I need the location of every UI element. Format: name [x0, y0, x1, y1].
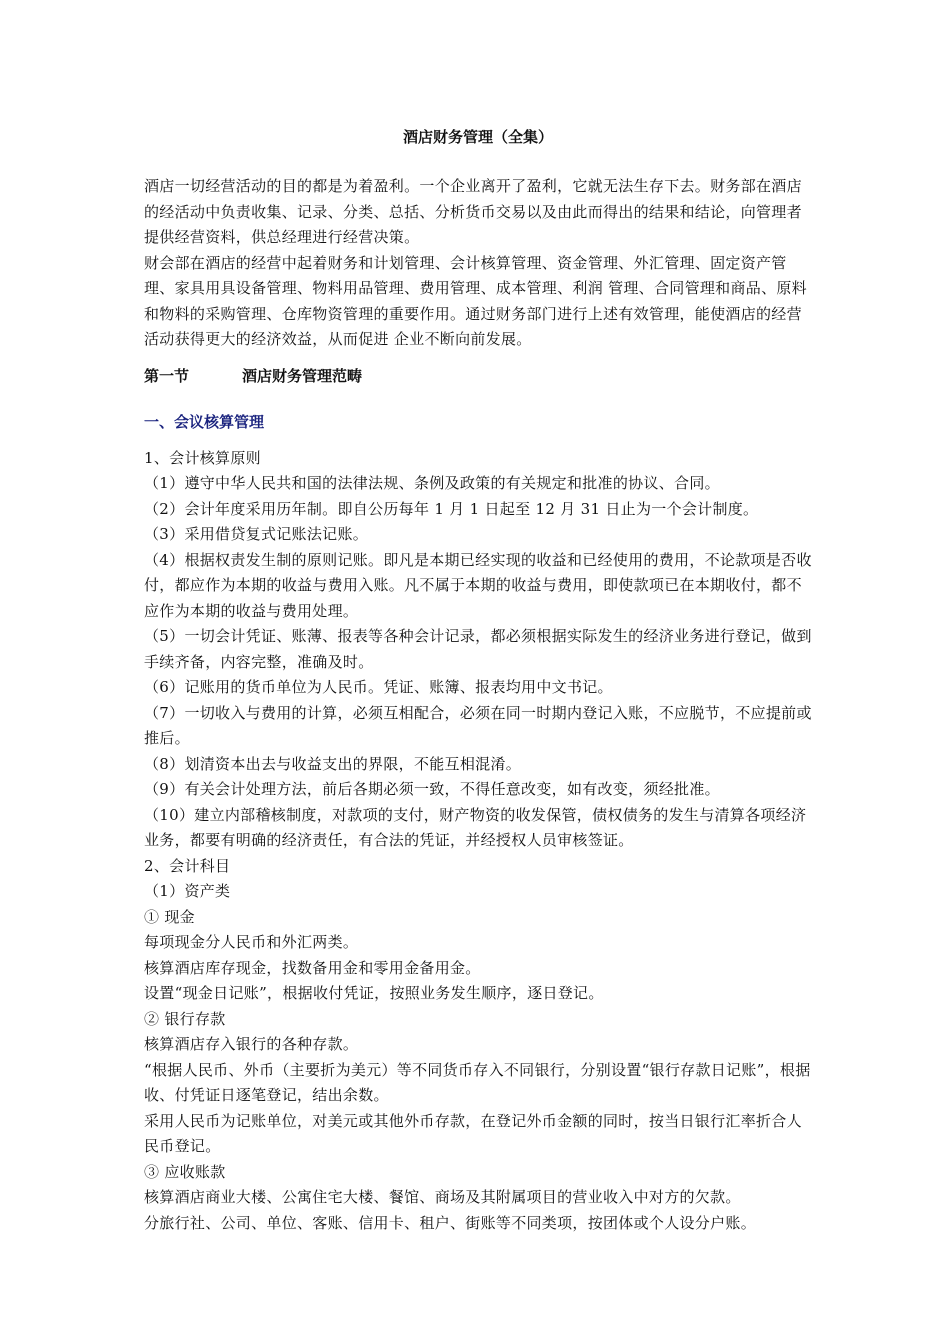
list-item: （1）资产类	[144, 882, 231, 900]
list-item: （5）一切会计凭证、账薄、报表等各种会计记录，都必须根据实际发生的经济业务进行登记，做到手续齐备，内容完整，准确及时。	[144, 627, 812, 671]
section-heading	[144, 364, 812, 389]
list-item: （1）遵守中华人民共和国的法律法规、条例及政策的有关规定和批准的协议、合同。	[144, 474, 720, 492]
list-item: 设置“现金日记账”，根据收付凭证，按照业务发生顺序，逐日登记。	[144, 984, 604, 1002]
list-item: （9）有关会计处理方法，前后各期必须一致，不得任意改变，如有改变，须经批准。	[144, 780, 720, 798]
list-item: （2）会计年度采用历年制。即自公历每年 1 月 1 日起至 12 月 31 日止为一个会计制度。	[144, 499, 759, 518]
list-item: （6）记账用的货币单位为人民币。凭证、账簿、报表均用中文书记。	[144, 678, 613, 696]
list-item: 核算酒店商业大楼、公寓住宅大楼、餐馆、商场及其附属项目的营业收入中对方的欠款。	[144, 1188, 741, 1206]
intro-paragraph: 酒店一切经营活动的目的都是为着盈利。一个企业离开了盈利，它就无法生存下去。财务部在酒店的经活动中负责收集、记录、分类、总括、分析货币交易以及由此而得出的结果和结论，向管理者提供经营资料，供总经理进行经营决策。	[144, 177, 802, 246]
list-item: （10）建立内部稽核制度，对款项的支付，财产物资的收发保管，债权债务的发生与清算各项经济业务，都要有明确的经济责任，有合法的凭证，并经授权人员审核签证。	[144, 805, 807, 849]
list-item: “根据人民币、外币（主要折为美元）等不同货币存入不同银行，分别设置“银行存款日记账”，根据收、付凭证日逐笔登记，结出余数。	[144, 1060, 811, 1104]
document-title: 酒店财务管理（全集）	[402, 128, 553, 146]
list-item: 1、会计核算原则	[144, 448, 261, 467]
section-number: 第一节	[144, 366, 190, 385]
list-item: 每项现金分人民币和外汇两类。	[144, 933, 359, 951]
list-item: 核算酒店存入银行的各种存款。	[144, 1035, 359, 1053]
list-item: 2、会计科目	[144, 856, 231, 875]
list-item: （7）一切收入与费用的计算，必须互相配合，必须在同一时期内登记入账，不应脱节，不应提前或推后。	[144, 703, 812, 747]
document-content	[144, 124, 812, 1236]
list-item: （4）根据权责发生制的原则记账。即凡是本期已经实现的收益和已经使用的费用，不论款项是否收付，都应作为本期的收益与费用入账。凡不属于本期的收益与费用，即使款项已在本期收付，都不应作为本期的收益与费用处理。	[144, 550, 812, 620]
list-item: ① 现金	[144, 907, 195, 926]
list-item: 核算酒店库存现金，找数备用金和零用金备用金。	[144, 958, 481, 977]
list-item: ③ 应收账款	[144, 1162, 226, 1181]
list-item: （3）采用借贷复式记账法记账。	[144, 525, 369, 543]
intro-paragraph: 财会部在酒店的经营中起着财务和计划管理、会计核算管理、资金管理、外汇管理、固定资产管理、家具用具设备管理、物料用品管理、费用管理、成本管理、利润 管理、合同管理和商品、原料和物料的采购管理、仓库物资管理的重要作用。通过财务部门进行上述有效管理，能使酒店的经营活动获得更大的经济效益，从而促进 企业不断向前发展。	[144, 253, 807, 348]
list-item: 采用人民币为记账单位，对美元或其他外币存款，在登记外币金额的同时，按当日银行汇率折合人民币登记。	[144, 1111, 802, 1155]
section-title: 酒店财务管理范畴	[242, 366, 363, 385]
list-item: （8）划清资本出去与收益支出的界限，不能互相混淆。	[144, 754, 522, 773]
subsection-heading: 一、会议核算管理	[144, 412, 265, 431]
list-item: ② 银行存款	[144, 1009, 226, 1028]
list-item: 分旅行社、公司、单位、客账、信用卡、租户、街账等不同类项，按团体或个人设分户账。	[144, 1213, 757, 1232]
